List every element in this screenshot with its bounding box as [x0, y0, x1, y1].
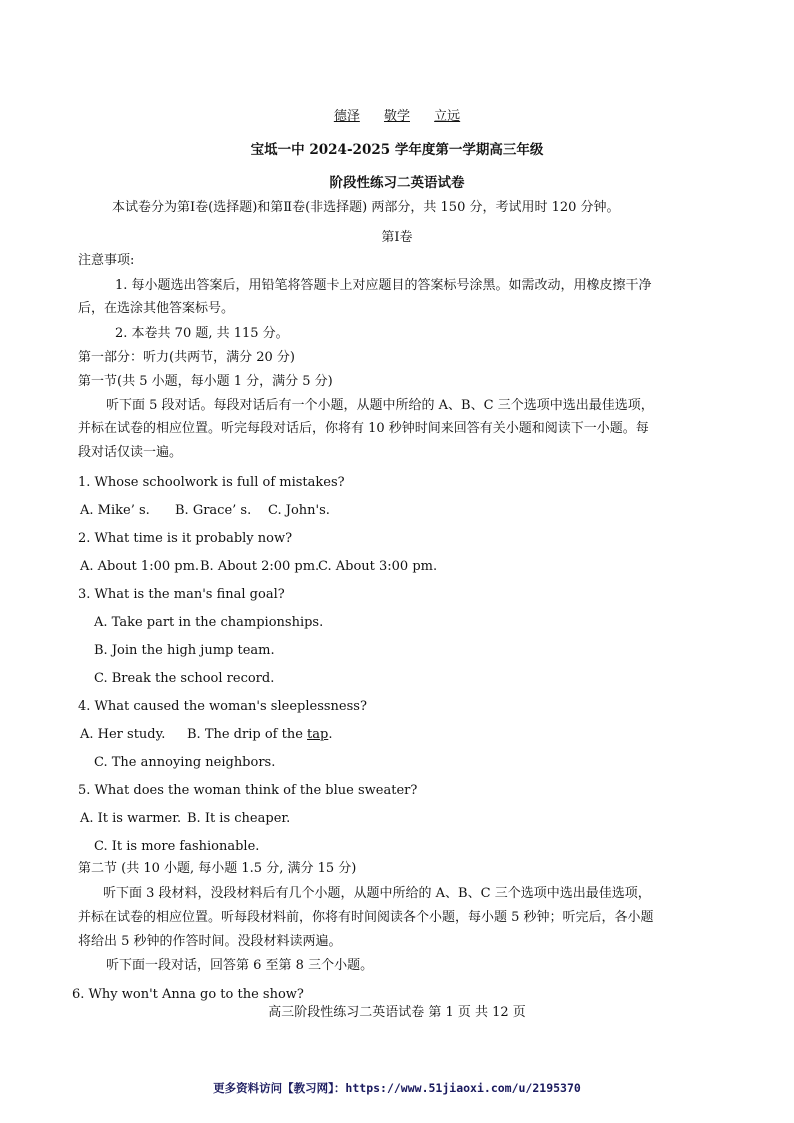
- exam-title-1: 宝坻一中 2024-2025 学年度第一学期高三年级: [250, 142, 544, 158]
- q3-option-c: C. Break the school record.: [94, 671, 275, 686]
- q2-option-c: C. About 3:00 pm.: [318, 559, 438, 574]
- section1-heading: 第一节(共 5 小题，每小题 1 分，满分 5 分): [78, 374, 333, 389]
- q1-option-b: B. Grace’ s.: [175, 503, 252, 518]
- question-1: 1. Whose schoolwork is full of mistakes?: [78, 475, 345, 490]
- q2-option-b: B. About 2:00 pm.: [200, 559, 320, 574]
- question-4: 4. What caused the woman's sleeplessness?: [78, 699, 367, 714]
- q5-option-b: B. It is cheaper.: [187, 811, 291, 826]
- notes-heading: 注意事项:: [78, 253, 135, 268]
- volume-heading: 第Ⅰ卷: [381, 230, 413, 245]
- page-footer: 高三阶段性练习二英语试卷 第 1 页 共 12 页: [268, 1005, 526, 1020]
- resource-banner-link[interactable]: 更多资料访问【教习网】：https://www.51jiaoxi.com/u/2195370: [213, 1081, 581, 1095]
- motto-word-3: 立远: [434, 109, 461, 124]
- note-item-1-cont: 后，在选涂其他答案标号。: [78, 301, 235, 316]
- section2-instructions-end: 将给出 5 秒钟的作答时间。没段材料读两遍。: [78, 934, 342, 949]
- question-5: 5. What does the woman think of the blue sweater?: [78, 783, 418, 798]
- exam-intro: 本试卷分为第Ⅰ卷(选择题)和第Ⅱ卷(非选择题) 两部分，共 150 分，考试用时 120 分钟。: [112, 200, 620, 215]
- section1-instructions-end: 段对话仅读一遍。: [78, 445, 183, 460]
- section2-instructions-cont: 并标在试卷的相应位置。听每段材料前，你将有时间阅读各个小题，每小题 5 秒钟；听完后，各小题: [78, 910, 654, 925]
- q3-option-b: B. Join the high jump team.: [94, 643, 275, 658]
- section1-instructions-cont: 并标在试卷的相应位置。听完每段对话后，你将有 10 秒钟时间来回答有关小题和阅读下一小题。每: [78, 421, 649, 436]
- q5-option-a: A. It is warmer.: [80, 811, 182, 826]
- motto-word-2: 敬学: [383, 109, 410, 124]
- q5-option-c: C. It is more fashionable.: [94, 839, 260, 854]
- question-2: 2. What time is it probably now?: [78, 531, 293, 546]
- section2-heading: 第二节 (共 10 小题, 每小题 1.5 分, 满分 15 分): [78, 861, 357, 876]
- section2-dialogue-intro: 听下面一段对话，回答第 6 至第 8 三个小题。: [106, 958, 374, 973]
- q4-option-a: A. Her study.: [80, 727, 166, 742]
- q1-option-c: C. John's.: [268, 503, 330, 518]
- motto-word-1: 德泽: [333, 109, 360, 124]
- q4-option-c: C. The annoying neighbors.: [94, 755, 276, 770]
- exam-title-2: 阶段性练习二英语试卷: [329, 175, 465, 191]
- q3-option-a: A. Take part in the championships.: [94, 615, 324, 630]
- section1-instructions: 听下面 5 段对话。每段对话后有一个小题，从题中所给的 A、B、C 三个选项中选出最佳选项，: [106, 398, 654, 413]
- school-motto: [0, 108, 794, 126]
- question-6: 6. Why won't Anna go to the show?: [72, 987, 304, 1002]
- part1-heading: 第一部分：听力(共两节，满分 20 分): [78, 350, 295, 365]
- note-item-1: 1. 每小题选出答案后，用铅笔将答题卡上对应题目的答案标号涂黑。如需改动，用橡皮擦干净: [115, 278, 652, 293]
- section2-instructions: 听下面 3 段材料，没段材料后有几个小题，从题中所给的 A、B、C 三个选项中选出最佳选项，: [103, 886, 651, 901]
- q4-option-b: B. The drip of the tap.: [187, 727, 333, 742]
- q2-option-a: A. About 1:00 pm.: [80, 559, 200, 574]
- q1-option-a: A. Mike’ s.: [80, 503, 150, 518]
- question-3: 3. What is the man's final goal?: [78, 587, 285, 602]
- note-item-2: 2. 本卷共 70 题, 共 115 分。: [115, 326, 289, 341]
